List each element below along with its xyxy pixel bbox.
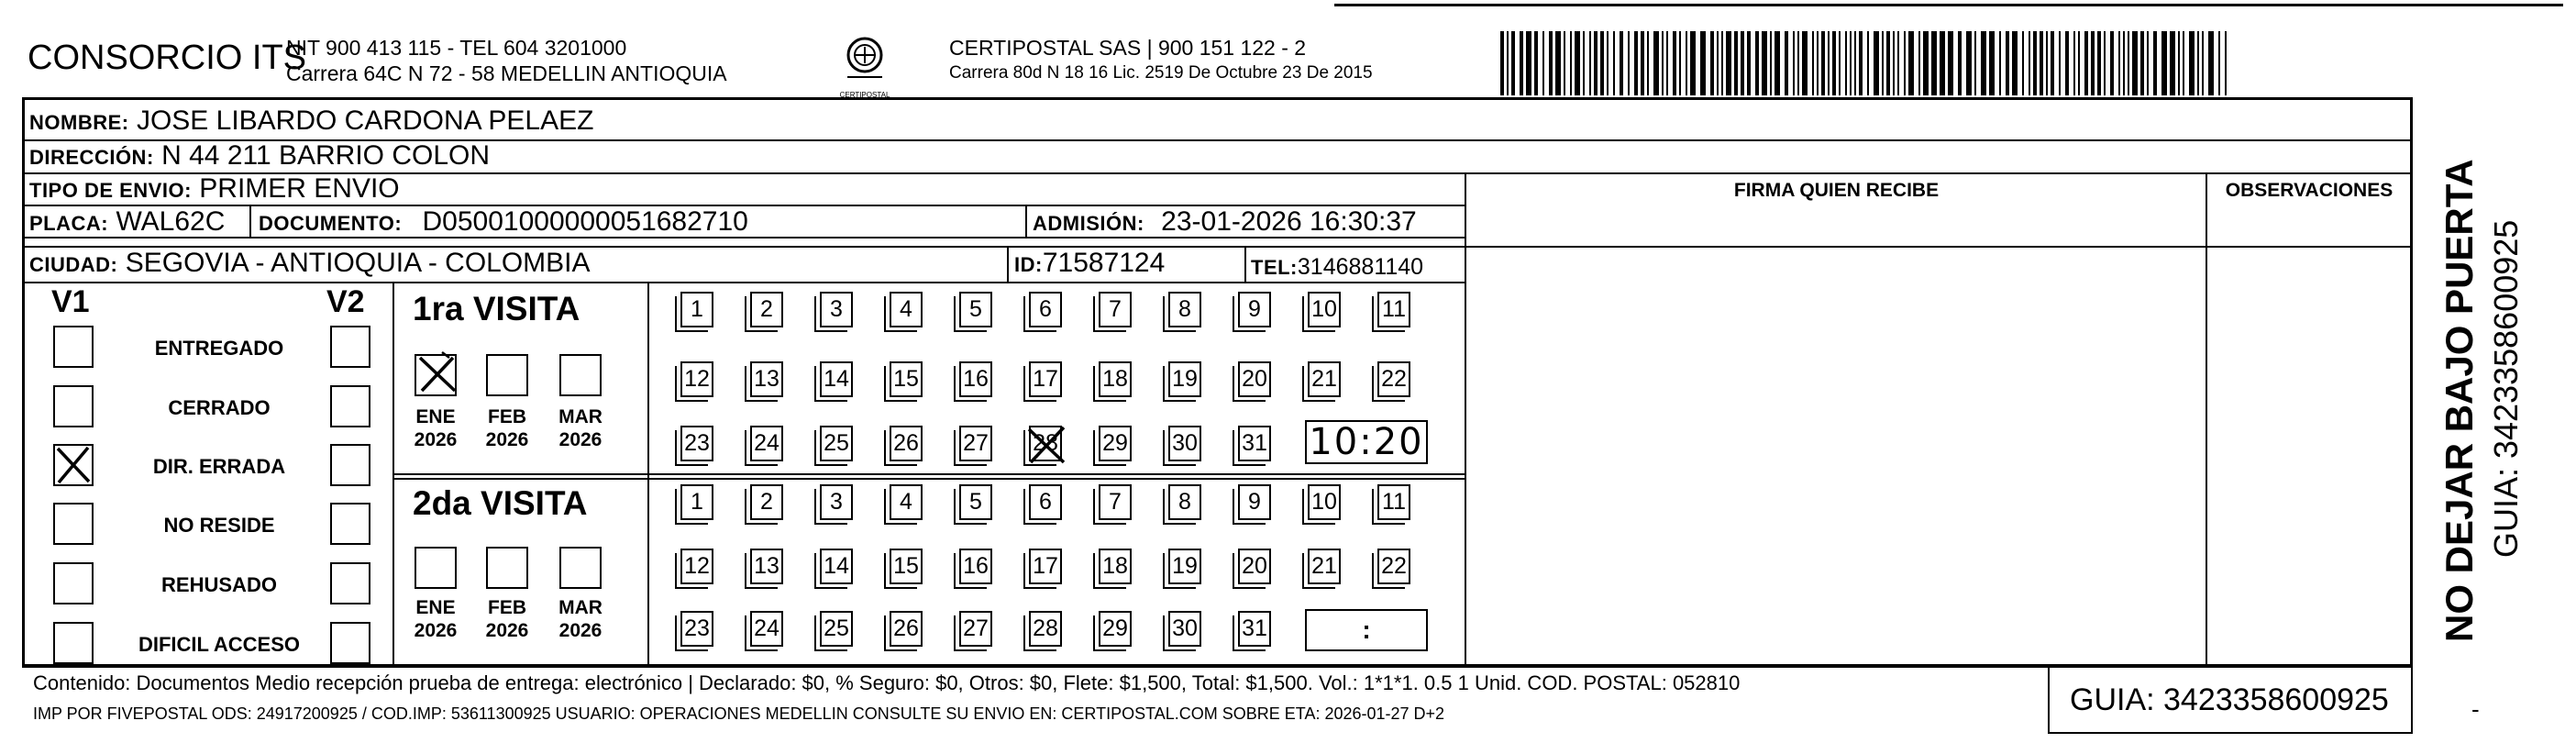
month-name: ENE <box>415 597 456 618</box>
direccion-field <box>29 142 490 172</box>
admision-value: 23-01-2026 16:30:37 <box>1161 206 1417 237</box>
no-dejar-notice: NO DEJAR BAJO PUERTA <box>2438 159 2481 642</box>
month-year: 2026 <box>558 429 603 450</box>
day-number: 23 <box>684 430 710 456</box>
day-checkbox[interactable] <box>1168 361 1201 397</box>
day-number: 21 <box>1311 366 1337 392</box>
day-number: 1 <box>691 489 703 515</box>
tipo-value: PRIMER ENVIO <box>199 173 400 204</box>
day-checkbox[interactable] <box>1029 484 1062 520</box>
rule <box>647 282 649 664</box>
day-number: 19 <box>1172 553 1198 579</box>
documento-label: DOCUMENTO: <box>259 212 403 235</box>
day-number: 1 <box>691 296 703 322</box>
day-checkbox[interactable] <box>1029 549 1062 584</box>
month-name: MAR <box>558 597 603 618</box>
second-visit-time[interactable] <box>1305 609 1428 651</box>
rule <box>2410 172 2412 664</box>
day-checkbox[interactable] <box>750 426 783 461</box>
status-v1-checkbox[interactable] <box>53 385 94 427</box>
day-checkbox[interactable] <box>750 611 783 647</box>
day-checkbox[interactable] <box>820 484 853 520</box>
day-number: 16 <box>963 366 989 392</box>
status-label: DIFICIL ACCESO <box>138 633 300 656</box>
day-checkbox[interactable] <box>1308 361 1341 397</box>
day-number: 4 <box>900 489 912 515</box>
day-number: 28 <box>1033 615 1058 641</box>
day-number: 3 <box>830 489 843 515</box>
day-checkbox[interactable] <box>1099 426 1132 461</box>
day-number: 7 <box>1109 296 1122 322</box>
day-number: 14 <box>824 366 849 392</box>
day-checkbox[interactable] <box>1029 292 1062 327</box>
logo-emblem-icon <box>824 35 906 88</box>
status-v1-checkbox[interactable] <box>53 562 94 604</box>
day-number: 13 <box>754 553 779 579</box>
address-line: Carrera 64C N 72 - 58 MEDELLIN ANTIOQUIA <box>286 61 727 85</box>
admision-field <box>1033 208 1417 238</box>
contents-line: Contenido: Documentos Medio recepción prueba de entrega: electrónico | Declarado: $0, % Seguro: $0, Otros: $0, Flete: $1,500, Total: $1,500. Vol.: 1*1*1. 0.5 1 Unid. COD. POSTAL: 052810 <box>33 671 1741 694</box>
month-year: 2026 <box>414 429 458 450</box>
certipostal-logo <box>824 35 906 99</box>
day-checkbox[interactable] <box>820 549 853 584</box>
side-guia-number: GUIA: 3423358600925 <box>2487 219 2525 558</box>
logo-text: CERTIPOSTAL <box>839 91 890 99</box>
tipo-label: TIPO DE ENVIO: <box>29 179 192 202</box>
status-v1-checkbox[interactable] <box>53 622 94 664</box>
certipostal-line2: Carrera 80d N 18 16 Lic. 2519 De Octubre 23 De 2015 <box>949 63 1373 83</box>
day-number: 31 <box>1242 430 1267 456</box>
status-label: DIR. ERRADA <box>152 455 286 478</box>
day-checkbox[interactable] <box>1377 361 1410 397</box>
day-number: 30 <box>1172 430 1198 456</box>
day-checkbox[interactable] <box>890 361 923 397</box>
placa-value: WAL62C <box>116 206 226 237</box>
rule <box>392 282 394 664</box>
status-label: REHUSADO <box>161 573 277 596</box>
print-info-line: IMP POR FIVEPOSTAL ODS: 24917200925 / COD.IMP: 53611300925 USUARIO: OPERACIONES MEDELLIN CONSULTE SU ENVIO EN: CERTIPOSTAL.COM SOBRE ETA: 2026-01-27 D+2 <box>33 704 1445 723</box>
day-number: 18 <box>1102 366 1128 392</box>
day-checkbox[interactable] <box>820 611 853 647</box>
nombre-field <box>29 107 593 137</box>
x-mark-icon <box>55 446 92 484</box>
day-checkbox[interactable] <box>1238 292 1271 327</box>
placa-label: PLACA: <box>29 212 109 235</box>
month-label <box>408 405 463 451</box>
day-number: 23 <box>684 615 710 641</box>
day-checkbox[interactable] <box>820 361 853 397</box>
day-checkbox[interactable] <box>890 611 923 647</box>
day-number: 12 <box>684 366 710 392</box>
barcode <box>1500 31 2234 95</box>
firma-header: FIRMA QUIEN RECIBE <box>1733 180 1940 201</box>
day-checkbox[interactable] <box>1238 426 1271 461</box>
day-number: 30 <box>1172 615 1198 641</box>
nit-line: NIT 900 413 115 - TEL 604 3201000 <box>286 36 627 60</box>
rule <box>1025 205 1027 237</box>
day-number: 28 <box>1033 430 1058 456</box>
day-checkbox[interactable] <box>1238 549 1271 584</box>
day-checkbox[interactable] <box>1168 292 1201 327</box>
day-checkbox[interactable] <box>959 361 992 397</box>
status-v2-checkbox[interactable] <box>330 385 370 427</box>
day-checkbox[interactable] <box>1099 361 1132 397</box>
day-number: 27 <box>963 615 989 641</box>
month-name: MAR <box>558 406 603 427</box>
day-number: 4 <box>900 296 912 322</box>
month-checkbox[interactable] <box>559 547 602 589</box>
day-checkbox[interactable] <box>820 292 853 327</box>
day-number: 27 <box>963 430 989 456</box>
documento-field <box>259 208 748 238</box>
day-number: 8 <box>1178 489 1191 515</box>
guia-number-box: GUIA: 3423358600925 <box>2048 666 2413 734</box>
id-value: 71587124 <box>1042 248 1166 278</box>
day-checkbox[interactable] <box>1238 361 1271 397</box>
day-checkbox[interactable] <box>680 611 713 647</box>
signature-area[interactable] <box>1467 216 2206 664</box>
placa-field <box>29 208 225 238</box>
direccion-label: DIRECCIÓN: <box>29 146 154 169</box>
v2-label: V2 <box>326 284 365 319</box>
rule <box>25 282 1465 283</box>
day-checkbox[interactable] <box>1308 292 1341 327</box>
day-number: 15 <box>893 553 919 579</box>
day-checkbox[interactable] <box>890 292 923 327</box>
x-mark-icon <box>1025 424 1067 466</box>
day-checkbox[interactable] <box>820 426 853 461</box>
tipo-field <box>29 175 400 205</box>
day-number: 11 <box>1382 296 1406 322</box>
day-checkbox[interactable] <box>959 426 992 461</box>
rule <box>392 478 1465 480</box>
day-number: 25 <box>824 615 849 641</box>
day-number: 9 <box>1248 489 1261 515</box>
day-checkbox[interactable] <box>1029 611 1062 647</box>
day-number: 10 <box>1311 296 1337 322</box>
ciudad-value: SEGOVIA - ANTIOQUIA - COLOMBIA <box>125 248 591 278</box>
day-number: 18 <box>1102 553 1128 579</box>
day-checkbox[interactable] <box>959 549 992 584</box>
day-checkbox[interactable] <box>1029 361 1062 397</box>
status-v2-checkbox[interactable] <box>330 503 370 545</box>
day-checkbox[interactable] <box>680 549 713 584</box>
ciudad-label: CIUDAD: <box>29 253 118 276</box>
day-checkbox[interactable] <box>1377 292 1410 327</box>
day-number: 19 <box>1172 366 1198 392</box>
admision-label: ADMISIÓN: <box>1033 212 1144 235</box>
day-checkbox[interactable] <box>680 484 713 520</box>
day-number: 12 <box>684 553 710 579</box>
day-number: 21 <box>1311 553 1337 579</box>
status-v2-checkbox[interactable] <box>330 444 370 486</box>
second-visit-time-value: : <box>1362 615 1371 644</box>
observaciones-header: OBSERVACIONES <box>2225 180 2394 201</box>
day-checkbox[interactable] <box>750 484 783 520</box>
day-number: 9 <box>1248 296 1261 322</box>
documento-value: D05001000000051682710 <box>422 206 748 237</box>
month-year: 2026 <box>485 620 529 641</box>
observations-area[interactable] <box>2208 216 2410 664</box>
day-checkbox[interactable] <box>1308 549 1341 584</box>
status-v1-checkbox[interactable] <box>53 326 94 368</box>
day-checkbox[interactable] <box>1238 611 1271 647</box>
certipostal-info <box>949 35 1373 86</box>
status-v2-checkbox[interactable] <box>330 562 370 604</box>
nombre-label: NOMBRE: <box>29 111 129 134</box>
status-v1-checkbox[interactable] <box>53 444 94 486</box>
day-checkbox[interactable] <box>1099 292 1132 327</box>
day-checkbox[interactable] <box>680 361 713 397</box>
month-label <box>553 405 608 451</box>
x-mark-icon <box>415 349 460 394</box>
v1-label: V1 <box>51 284 90 319</box>
tel-label: TEL: <box>1251 256 1298 279</box>
day-checkbox[interactable] <box>1308 484 1341 520</box>
day-number: 24 <box>754 615 779 641</box>
id-field <box>1014 249 1165 279</box>
day-checkbox[interactable] <box>890 484 923 520</box>
day-number: 26 <box>893 615 919 641</box>
day-number: 2 <box>760 296 773 322</box>
company-info <box>286 35 727 86</box>
month-label <box>553 596 608 642</box>
day-checkbox[interactable] <box>1099 484 1132 520</box>
status-label: CERRADO <box>168 396 271 419</box>
id-label: ID: <box>1014 253 1043 276</box>
month-checkbox[interactable] <box>415 354 457 396</box>
day-number: 6 <box>1039 296 1052 322</box>
status-v1-checkbox[interactable] <box>53 503 94 545</box>
day-checkbox[interactable] <box>959 484 992 520</box>
day-number: 13 <box>754 366 779 392</box>
day-number: 20 <box>1242 366 1267 392</box>
day-number: 29 <box>1102 615 1128 641</box>
top-rule <box>1334 4 2563 6</box>
day-number: 31 <box>1242 615 1267 641</box>
day-checkbox[interactable] <box>750 549 783 584</box>
direccion-value: N 44 211 BARRIO COLON <box>161 140 491 171</box>
day-number: 2 <box>760 489 773 515</box>
day-number: 17 <box>1033 553 1058 579</box>
day-number: 11 <box>1382 489 1406 515</box>
day-number: 15 <box>893 366 919 392</box>
day-checkbox[interactable] <box>750 361 783 397</box>
side-dash: - <box>2471 695 2480 723</box>
first-visit-time-value: 10:20 <box>1309 421 1424 463</box>
rule <box>2206 172 2207 664</box>
tel-field <box>1251 253 1423 282</box>
day-number: 22 <box>1381 553 1407 579</box>
status-v2-checkbox[interactable] <box>330 326 370 368</box>
month-year: 2026 <box>558 620 603 641</box>
day-checkbox[interactable] <box>680 426 713 461</box>
first-visit-time[interactable] <box>1305 420 1428 464</box>
month-name: ENE <box>415 406 456 427</box>
day-checkbox[interactable] <box>1238 484 1271 520</box>
day-checkbox[interactable] <box>890 426 923 461</box>
day-number: 10 <box>1311 489 1337 515</box>
day-checkbox[interactable] <box>1168 484 1201 520</box>
day-number: 5 <box>969 489 982 515</box>
first-visit-title: 1ra VISITA <box>413 290 580 327</box>
month-checkbox[interactable] <box>486 354 528 396</box>
month-name: FEB <box>488 406 526 427</box>
day-checkbox[interactable] <box>1168 611 1201 647</box>
month-year: 2026 <box>414 620 458 641</box>
month-checkbox[interactable] <box>559 354 602 396</box>
day-checkbox[interactable] <box>750 292 783 327</box>
rule <box>1007 246 1009 283</box>
day-checkbox[interactable] <box>1029 426 1062 461</box>
day-checkbox[interactable] <box>1377 549 1410 584</box>
month-checkbox[interactable] <box>415 547 457 589</box>
day-number: 3 <box>830 296 843 322</box>
month-checkbox[interactable] <box>486 547 528 589</box>
company-name: CONSORCIO ITS <box>28 39 307 77</box>
tel-value: 3146881140 <box>1297 254 1424 280</box>
day-number: 20 <box>1242 553 1267 579</box>
day-number: 14 <box>824 553 849 579</box>
day-number: 26 <box>893 430 919 456</box>
month-label <box>480 405 535 451</box>
day-checkbox[interactable] <box>890 549 923 584</box>
rule <box>249 205 251 237</box>
rule <box>1465 172 1466 664</box>
day-number: 29 <box>1102 430 1128 456</box>
status-v2-checkbox[interactable] <box>330 622 370 664</box>
second-visit-title: 2da VISITA <box>413 484 588 522</box>
rule <box>1244 246 1246 283</box>
day-checkbox[interactable] <box>959 292 992 327</box>
day-number: 25 <box>824 430 849 456</box>
month-label <box>480 596 535 642</box>
nombre-value: JOSE LIBARDO CARDONA PELAEZ <box>136 105 594 136</box>
day-checkbox[interactable] <box>1099 549 1132 584</box>
day-number: 22 <box>1381 366 1407 392</box>
day-checkbox[interactable] <box>959 611 992 647</box>
day-number: 17 <box>1033 366 1058 392</box>
day-checkbox[interactable] <box>1168 426 1201 461</box>
day-number: 5 <box>969 296 982 322</box>
day-number: 7 <box>1109 489 1122 515</box>
day-number: 24 <box>754 430 779 456</box>
status-label: NO RESIDE <box>163 514 275 537</box>
day-number: 8 <box>1178 296 1191 322</box>
month-name: FEB <box>488 597 526 618</box>
month-label <box>408 596 463 642</box>
month-year: 2026 <box>485 429 529 450</box>
certipostal-line1: CERTIPOSTAL SAS | 900 151 122 - 2 <box>949 36 1307 60</box>
day-checkbox[interactable] <box>1168 549 1201 584</box>
day-number: 6 <box>1039 489 1052 515</box>
day-number: 16 <box>963 553 989 579</box>
ciudad-field <box>29 249 591 279</box>
day-checkbox[interactable] <box>1099 611 1132 647</box>
day-checkbox[interactable] <box>1377 484 1410 520</box>
rule <box>392 473 1465 475</box>
status-label: ENTREGADO <box>154 337 284 360</box>
day-checkbox[interactable] <box>680 292 713 327</box>
